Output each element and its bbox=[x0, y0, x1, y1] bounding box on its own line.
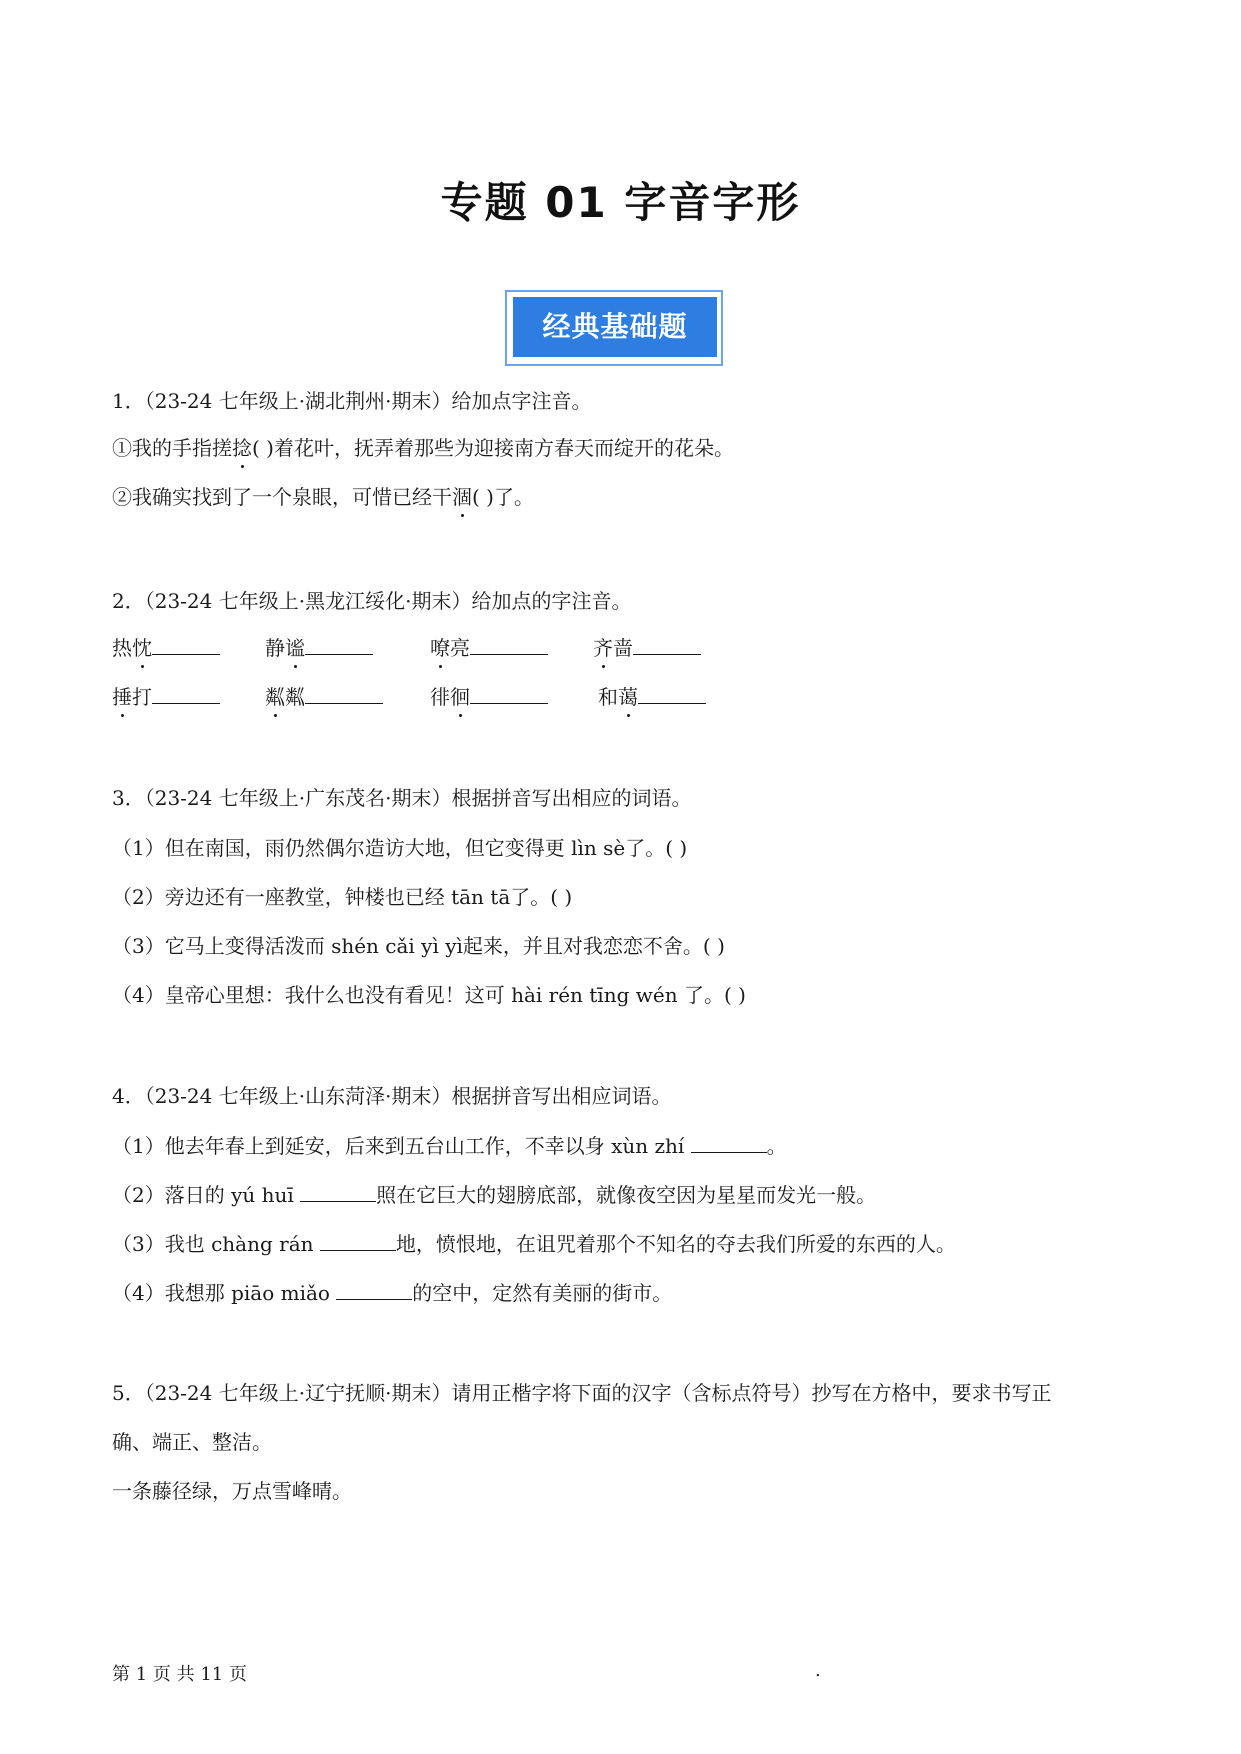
q2-r2-i1-post: 打 bbox=[132, 685, 152, 709]
q4-i1-post: 。 bbox=[766, 1134, 787, 1158]
q2-r2-i4-pre: 和 bbox=[598, 685, 618, 709]
q5-copy-text: 一条藤径绿，万点雪峰晴。 bbox=[112, 1479, 352, 1503]
q2-r1-i3-post: 亮 bbox=[450, 636, 470, 660]
q4-i2-pre: （2）落日的 yú huī bbox=[112, 1183, 301, 1207]
q2-r2-i2-post: 粼 bbox=[285, 685, 305, 709]
q3-item-2: （2）旁边还有一座教堂，钟楼也已经 tān tā了。( ) bbox=[112, 885, 573, 909]
answer-blank[interactable] bbox=[638, 685, 706, 704]
q4-i3-post: 地，愤恨地，在诅咒着那个不知名的夺去我们所爱的东西的人。 bbox=[395, 1232, 956, 1256]
answer-blank[interactable] bbox=[305, 685, 383, 704]
q1-sentence-2 bbox=[112, 481, 534, 510]
answer-blank[interactable] bbox=[300, 1183, 376, 1202]
q1-stem: 1．（23-24 七年级上·湖北荆州·期末）给加点字注音。 bbox=[112, 389, 592, 413]
answer-blank[interactable] bbox=[336, 1281, 412, 1300]
answer-blank[interactable] bbox=[320, 1232, 396, 1251]
q2-r1-i4-dot: 齐 bbox=[593, 632, 613, 661]
q3-item-1: （1）但在南国，雨仍然偶尔造访大地，但它变得更 lìn sè了。( ) bbox=[112, 836, 688, 860]
q2-r2-i3-pre: 徘 bbox=[430, 685, 450, 709]
q4-i4-pre: （4）我想那 piāo miǎo bbox=[112, 1281, 337, 1305]
q2-r1-i1-pre: 热 bbox=[112, 636, 132, 660]
q2-row1-item3 bbox=[430, 632, 548, 661]
q1-s1-before: ①我的手指搓 bbox=[112, 436, 232, 460]
answer-blank[interactable] bbox=[152, 636, 220, 655]
q4-i1-pre: （1）他去年春上到延安，后来到五台山工作，不幸以身 xùn zhí bbox=[112, 1134, 691, 1158]
q5-stem-line1: 5．（23-24 七年级上·辽宁抚顺·期末）请用正楷字将下面的汉字（含标点符号）抄写在方格中，要求书写正 bbox=[112, 1381, 1052, 1405]
q1-s2-dotted-char: 涸 bbox=[452, 481, 472, 510]
page-title: 专题 01 字音字形 bbox=[440, 178, 801, 227]
q2-stem: 2．（23-24 七年级上·黑龙江绥化·期末）给加点的字注音。 bbox=[112, 589, 632, 613]
q2-r1-i4-post: 啬 bbox=[613, 636, 633, 660]
q3-stem: 3．（23-24 七年级上·广东茂名·期末）根据拼音写出相应的词语。 bbox=[112, 786, 692, 810]
q4-i2-post: 照在它巨大的翅膀底部，就像夜空因为星星而发光一般。 bbox=[376, 1183, 877, 1207]
answer-blank[interactable] bbox=[691, 1134, 767, 1153]
q1-s2-before: ②我确实找到了一个泉眼，可惜已经干 bbox=[112, 485, 452, 509]
q3-item-3: （3）它马上变得活泼而 shén cǎi yì yì起来，并且对我恋恋不舍。( ) bbox=[112, 934, 725, 958]
q2-row1-item2 bbox=[265, 632, 373, 661]
q1-s1-after: ( )着花叶，抚弄着那些为迎接南方春天而绽开的花朵。 bbox=[252, 436, 734, 460]
q2-r1-i2-pre: 静 bbox=[265, 636, 285, 660]
q2-r1-i3-dot: 嘹 bbox=[430, 632, 450, 661]
q4-item-3 bbox=[112, 1228, 956, 1257]
footer-dot: . bbox=[815, 1660, 821, 1681]
q1-s1-dotted-char: 捻 bbox=[232, 432, 252, 461]
q4-item-4 bbox=[112, 1277, 672, 1306]
q2-r1-i2-dot: 谧 bbox=[285, 632, 305, 661]
q2-r2-i3-dot: 徊 bbox=[450, 681, 470, 710]
answer-blank[interactable] bbox=[470, 685, 548, 704]
answer-blank[interactable] bbox=[633, 636, 701, 655]
q2-row2-item3 bbox=[430, 681, 548, 710]
answer-blank[interactable] bbox=[305, 636, 373, 655]
section-badge bbox=[505, 290, 725, 368]
q4-i4-post: 的空中，定然有美丽的街市。 bbox=[412, 1281, 673, 1305]
q2-row2-item2 bbox=[265, 681, 383, 710]
q5-stem-line2: 确、端正、整洁。 bbox=[112, 1430, 272, 1454]
page-number: 第 1 页 共 11 页 bbox=[112, 1664, 247, 1685]
q2-r1-i1-dot: 忱 bbox=[132, 632, 152, 661]
q4-i3-pre: （3）我也 chàng rán bbox=[112, 1232, 320, 1256]
q4-stem: 4．（23-24 七年级上·山东菏泽·期末）根据拼音写出相应词语。 bbox=[112, 1084, 672, 1108]
q4-item-2 bbox=[112, 1179, 876, 1208]
q2-r2-i4-dot: 蔼 bbox=[618, 681, 638, 710]
answer-blank[interactable] bbox=[470, 636, 548, 655]
q2-row2-item4 bbox=[598, 681, 706, 710]
q2-row2-item1 bbox=[112, 681, 220, 710]
q3-item-4: （4）皇帝心里想：我什么也没有看见！这可 hài rén tīng wén 了。( ) bbox=[112, 983, 746, 1007]
q2-r2-i1-dot: 捶 bbox=[112, 681, 132, 710]
q1-sentence-1 bbox=[112, 432, 734, 461]
q2-r2-i2-dot: 粼 bbox=[265, 681, 285, 710]
q1-s2-after: ( )了。 bbox=[472, 485, 534, 509]
q2-row1-item4 bbox=[593, 632, 701, 661]
q4-item-1 bbox=[112, 1130, 787, 1159]
answer-blank[interactable] bbox=[152, 685, 220, 704]
q2-row1-item1 bbox=[112, 632, 220, 661]
badge-label: 经典基础题 bbox=[542, 310, 688, 343]
